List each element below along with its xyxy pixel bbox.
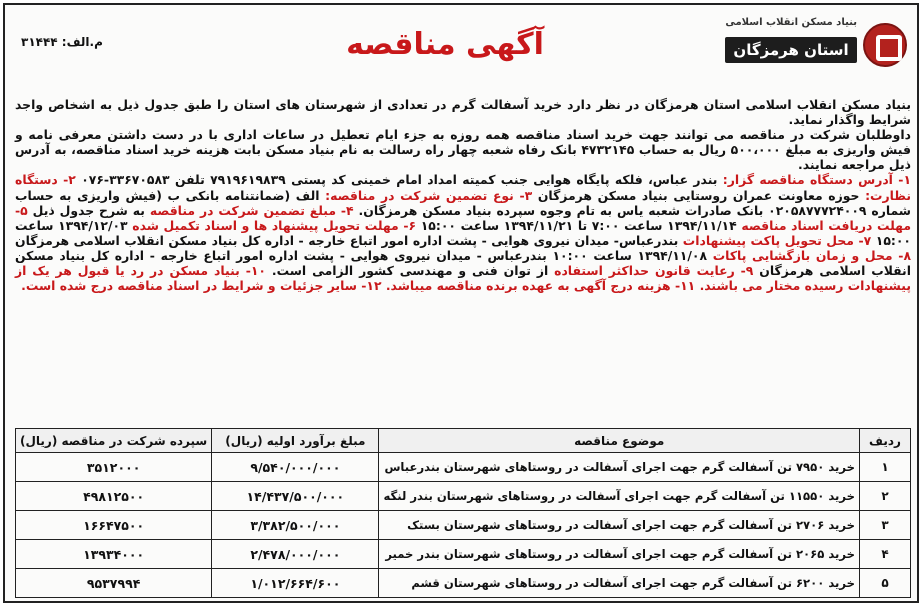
item-6-text: ۱۳۹۴/۱۲/۰۳ ساعت ۱۵:۰۰ <box>15 217 911 248</box>
tender-notice <box>3 3 919 603</box>
row-estimate: ۳/۳۸۲/۵۰۰/۰۰۰ <box>212 511 379 540</box>
logo-province: استان هرمزگان <box>725 37 857 63</box>
col-estimate-header: مبلغ برآورد اولیه (ریال) <box>212 429 379 453</box>
item-5-label: ۵- مهلت دریافت اسناد مناقصه <box>15 202 911 233</box>
seal-icon <box>863 23 907 67</box>
row-estimate: ۱/۰۱۲/۶۶۴/۶۰۰ <box>212 569 379 598</box>
row-subject: خرید ۶۲۰۰ تن آسفالت گرم جهت اجرای آسفالت در روستاهای شهرستان قشم <box>379 569 859 598</box>
item-3-text: الف (ضمانتنامه بانکی ب (فیش واریزی به حساب شماره ۰۲۰۵۸۷۷۷۲۴۰۰۹ بانک صادرات شعبه یاس به تام وجوه سپرده بنیاد مسکن هرمزگان. <box>15 187 911 218</box>
notice-header <box>5 5 917 83</box>
item-3-label: ۳- نوع تضمین شرکت در مناقصه: <box>325 187 533 203</box>
item-7-label: ۷- محل تحویل پاکت پیشنهادات <box>682 232 872 248</box>
table-row <box>16 482 911 511</box>
item-9-text: از توان فنی و مهندسی کشور الزامی است. <box>271 263 549 279</box>
item-4-text: به شرح جدول ذیل <box>32 202 145 218</box>
item-8-text: ۱۳۹۴/۱۱/۰۸ ساعت ۱۰:۰۰ بندرعباس - میدان نیروی هوایی - پشت اداره امور اتباع خارجه - اداره کل بنیاد مسکن انقلاب اسلامی هرمزگان <box>15 247 911 279</box>
logo-org-name: بنیاد مسکن انقلاب اسلامی <box>725 17 857 28</box>
table-row <box>16 511 911 540</box>
table-row <box>16 540 911 569</box>
item-1-text: بندر عباس، فلکه پایگاه هوایی جنب کمیته امداد امام خمینی کد پستی ۷۹۱۹۶۱۹۸۳۹ تلفن ۳۳۶۷۰۵۸۳-۰۷۶ <box>81 172 718 188</box>
row-number: ۲ <box>859 482 910 511</box>
col-row-header: ردیف <box>859 429 910 453</box>
row-subject: خرید ۷۹۵۰ تن آسفالت گرم جهت اجرای آسفالت در روستاهای شهرستان بندرعباس <box>379 453 859 482</box>
row-number: ۴ <box>859 540 910 569</box>
item-2-label: ۲- دستگاه نظارت: <box>15 172 911 203</box>
conditions <box>15 172 911 293</box>
col-subject-header: موضوع مناقصه <box>379 429 859 453</box>
purchase-paragraph: داوطلبان شرکت در مناقصه می توانند جهت خرید اسناد مناقصه همه روزه به جزء ایام تعطیل در ساعات اداری با در دست داشتن معرفی نامه و فیش واریزی به مبلغ ۵۰۰،۰۰۰ ریال به حساب ۴۷۳۲۱۴۵ بانک رفاه شعبه چهار راه رسالت به نام بنیاد مسکن بابت هزینه خرید اسناد مناقصه، به آدرس ذیل مراجعه نمایند. <box>15 127 911 173</box>
item-2-text: حوزه معاونت عمران روستایی بنیاد مسکن هرمزگان <box>537 187 860 203</box>
row-estimate: ۱۴/۴۳۷/۵۰۰/۰۰۰ <box>212 482 379 511</box>
row-estimate: ۲/۴۷۸/۰۰۰/۰۰۰ <box>212 540 379 569</box>
row-estimate: ۹/۵۴۰/۰۰۰/۰۰۰ <box>212 453 379 482</box>
item-10-label: ۱۰- بنیاد مسکن در رد یا قبول هر یک از پیشنهادات رسیده مختار می باشند. <box>15 263 911 294</box>
item-8-label: ۸- محل و زمان بازگشایی پاکات <box>712 247 912 263</box>
notice-title: آگهی مناقصه <box>346 27 544 62</box>
item-7-text: بندرعباس- میدان نیروی هوایی - پشت اداره امور اتباع خارجه - اداره کل بنیاد مسکن انقلاب اسلامی هرمزگان <box>15 232 679 248</box>
row-number: ۱ <box>859 453 910 482</box>
col-deposit-header: سپرده شرکت در مناقصه (ریال) <box>16 429 212 453</box>
item-1-label: ۱- آدرس دستگاه مناقصه گزار: <box>722 172 912 188</box>
row-number: ۵ <box>859 569 910 598</box>
row-deposit: ۳۵۱۲۰۰۰ <box>16 453 212 482</box>
org-logo <box>719 15 907 71</box>
item-9-label: ۹- رعایت قانون حداکثر استفاده <box>554 263 754 279</box>
table-row <box>16 569 911 598</box>
row-deposit: ۴۹۸۱۲۵۰۰ <box>16 482 212 511</box>
row-deposit: ۱۳۹۳۴۰۰۰ <box>16 540 212 569</box>
notice-body <box>15 97 911 293</box>
table-row <box>16 453 911 482</box>
item-6-label: ۶- مهلت تحویل پیشنهاد ها و اسناد تکمیل شده <box>132 217 417 233</box>
row-subject: خرید ۲۷۰۶ تن آسفالت گرم جهت اجرای آسفالت در روستاهای شهرستان بستک <box>379 511 859 540</box>
item-11-label: ۱۱- هزینه درج آگهی به عهده برنده مناقصه میباشد. <box>385 278 696 294</box>
row-subject: خرید ۱۱۵۵۰ تن آسفالت گرم جهت اجرای آسفالت در روستاهای شهرستان بندر لنگه <box>379 482 859 511</box>
row-number: ۳ <box>859 511 910 540</box>
row-deposit: ۹۵۳۷۹۹۴ <box>16 569 212 598</box>
item-12-label: ۱۲- سایر جزئیات و شرایط در اسناد مناقصه درج شده است. <box>21 278 382 294</box>
reference-number: م.الف: ۳۱۴۴۴ <box>21 35 103 49</box>
row-subject: خرید ۲۰۶۵ تن آسفالت گرم جهت اجرای آسفالت در روستاهای شهرستان بندر خمیر <box>379 540 859 569</box>
item-5-text: ۱۳۹۴/۱۱/۱۴ ساعت ۷:۰۰ تا ۱۳۹۴/۱۱/۲۱ ساعت ۱۵:۰۰ <box>420 217 737 233</box>
tender-table <box>15 428 911 598</box>
row-deposit: ۱۶۶۴۷۵۰۰ <box>16 511 212 540</box>
table-header-row <box>16 429 911 453</box>
intro-paragraph: بنیاد مسکن انقلاب اسلامی استان هرمزگان در نظر دارد خرید آسفالت گرم در تعدادی از شهرستان های استان را طبق جدول ذیل به اشخاص واجد شرایط واگذار نماید. <box>15 97 911 128</box>
item-4-label: ۴- مبلغ تضمین شرکت در مناقصه <box>149 202 354 218</box>
